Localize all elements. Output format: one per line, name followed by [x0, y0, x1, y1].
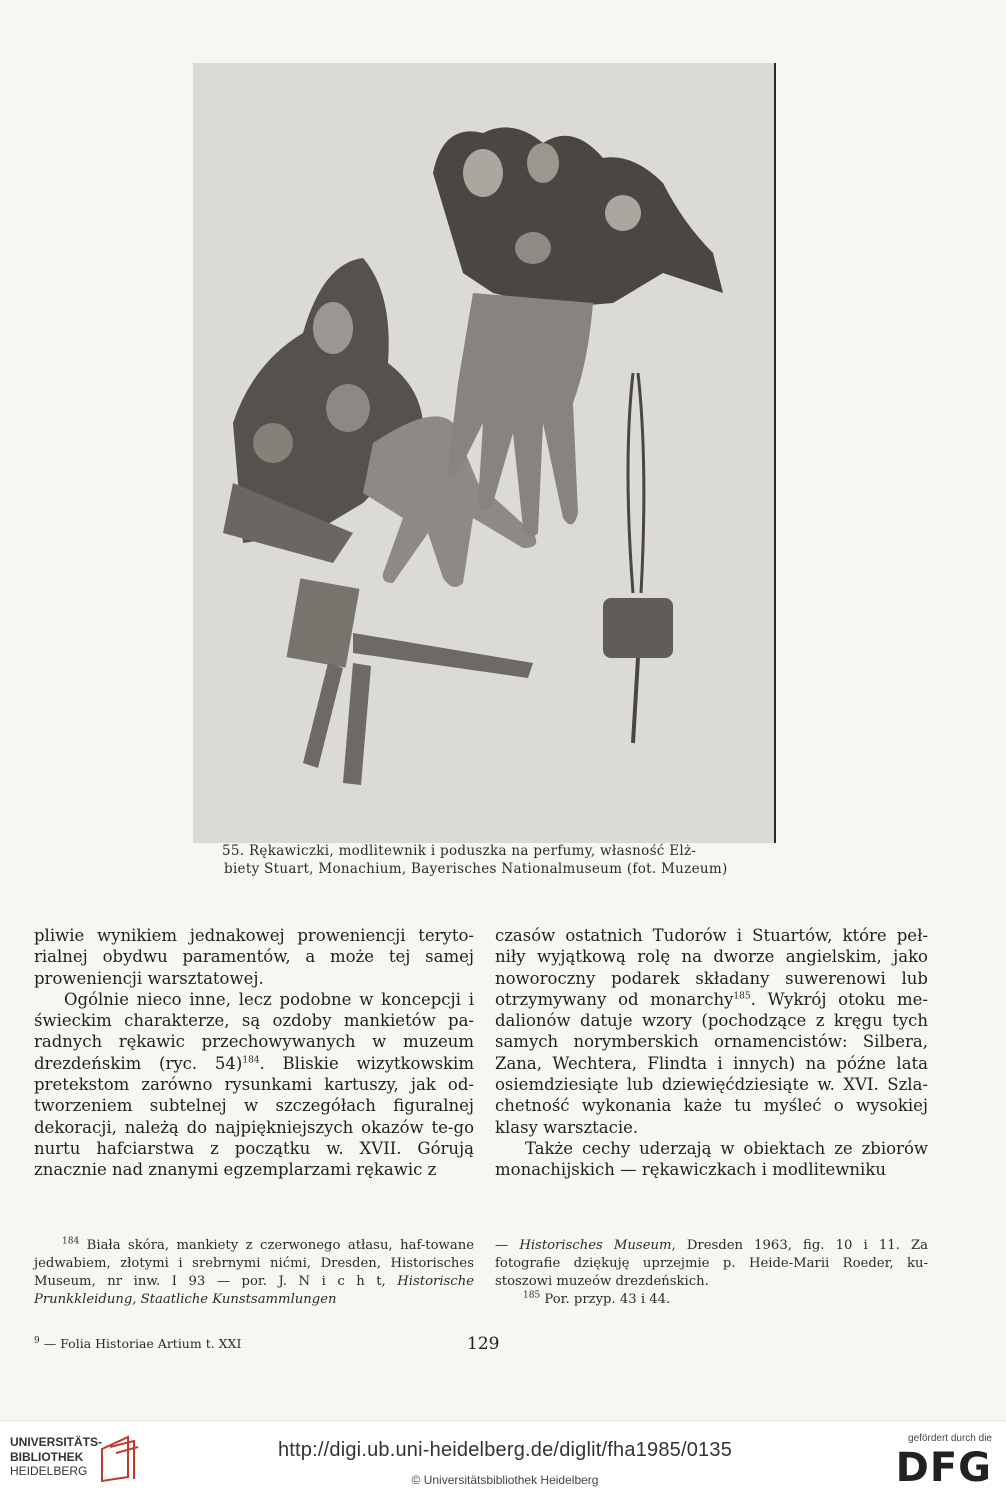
right-paragraph-1-text-a: czasów ostatnich Tudorów i Stuartów, które peł-niły wyjątkową rolę na dworze angielskim, jako noworoczny podarek składany suwerenowi lub otrzymywany od monarchy [495, 926, 928, 1009]
running-footer [34, 1336, 241, 1351]
left-column [34, 925, 474, 1181]
university-library-logo[interactable] [10, 1435, 102, 1479]
left-paragraph-2-text-b: . Bliskie wizytkowskim pretekstom zarówno rysunkami kartuszy, jak od-tworzeniem subtelnej w szczegółach figuralnej dekoracji, należą do najpiękniejszych okazów te-go nurtu hafciarstwa z początku w. XVII. Górują znacznie nad znanymi egzemplarzami rękawic z [34, 1053, 474, 1180]
right-column [495, 925, 928, 1181]
caption-line-2: biety Stuart, Monachium, Bayerisches Nationalmuseum (fot. Muzeum) [224, 861, 728, 877]
right-paragraph-1 [495, 925, 928, 1138]
left-paragraph-2 [34, 989, 474, 1181]
footnote-184-museum: Historisches Museum [519, 1238, 672, 1253]
right-paragraph-1-text-b: . Wykrój otoku me-dalionów datuje wzory (pochodzące z kręgu tych samych norymberskich ornamencistów: Silbera, Zana, Wechtera, Flindta i innych) na późne lata osiemdziesiąte lub dziewięćdziesiąte w. XVI. Szla-chetność wykonania każe tu myśleć o wysokiej klasy warsztacie. [495, 989, 928, 1137]
dfg-funding-note: gefördert durch die [908, 1433, 992, 1444]
footnote-184-dash: — [495, 1238, 520, 1253]
footnote-184-continued [495, 1237, 928, 1291]
footnote-185 [495, 1291, 928, 1309]
digitization-footer [0, 1420, 1006, 1499]
left-paragraph-1: pliwie wynikiem jednakowej proweniencji teryto-rialnej obydwu paramentów, a może tej samej proweniencji warsztatowej. [34, 926, 474, 988]
logo-line-2: BIBLIOTHEK [10, 1449, 84, 1464]
gloves-prayerbook-illustration [193, 63, 774, 843]
footnotes-left [34, 1237, 474, 1309]
left-paragraph-2-text-a: Ogólnie nieco inne, lecz podobne w koncepcji i świeckim charakterze, są ozdoby mankietów pa-radnych rękawic przechowywanych w muzeum drezdeńskim (ryc. 54) [34, 989, 474, 1073]
permalink-url[interactable]: http://digi.ub.uni-heidelberg.de/diglit/fha1985/0135 [277, 1439, 733, 1461]
footnote-184-number: 184 [62, 1236, 80, 1247]
page-number: 129 [467, 1334, 500, 1354]
caption-line-1: 55. Rękawiczki, modlitewnik i poduszka na perfumy, własność Elż- [222, 843, 697, 859]
copyright-notice: © Universitätsbibliothek Heidelberg [411, 1473, 599, 1487]
journal-title: — Folia Historiae Artium t. XXI [43, 1336, 242, 1351]
footnote-184-title: Historische Prunkkleidung, Staatliche Kunstsammlungen [34, 1274, 474, 1307]
footnote-184-text: Biała skóra, mankiety z czerwonego atłasu, haf-towane jedwabiem, złotymi i srebrnymi nićmi, Dresden, Historisches Museum, nr inw. I 93 — por. J. N i c h t, [34, 1238, 474, 1289]
footnote-ref-184[interactable]: 184 [242, 1055, 260, 1066]
signature-mark: 9 [34, 1335, 40, 1346]
footnotes-right [495, 1237, 928, 1309]
dfg-logo[interactable]: DFG [895, 1445, 992, 1491]
right-paragraph-2: Także cechy uderzają w obiektach ze zbiorów monachijskich — rękawiczkach i modlitewniku [495, 1138, 928, 1180]
footnote-184 [34, 1237, 474, 1309]
footnote-185-text: Por. przyp. 43 i 44. [540, 1292, 671, 1307]
footnote-184-cont-text: , Dresden 1963, fig. 10 i 11. Za fotografie dziękuję uprzejmie p. Heide-Marii Roeder, ku-stoszowi muzeów drezdeńskich. [495, 1238, 928, 1289]
figure-photograph [193, 63, 776, 843]
logo-line-1: UNIVERSITÄTS- [10, 1435, 103, 1449]
footnote-185-number: 185 [523, 1290, 541, 1301]
footnote-ref-185[interactable]: 185 [733, 991, 751, 1002]
logo-line-3: HEIDELBERG [10, 1464, 88, 1478]
figure-caption [222, 842, 762, 878]
library-emblem-icon [98, 1433, 140, 1483]
